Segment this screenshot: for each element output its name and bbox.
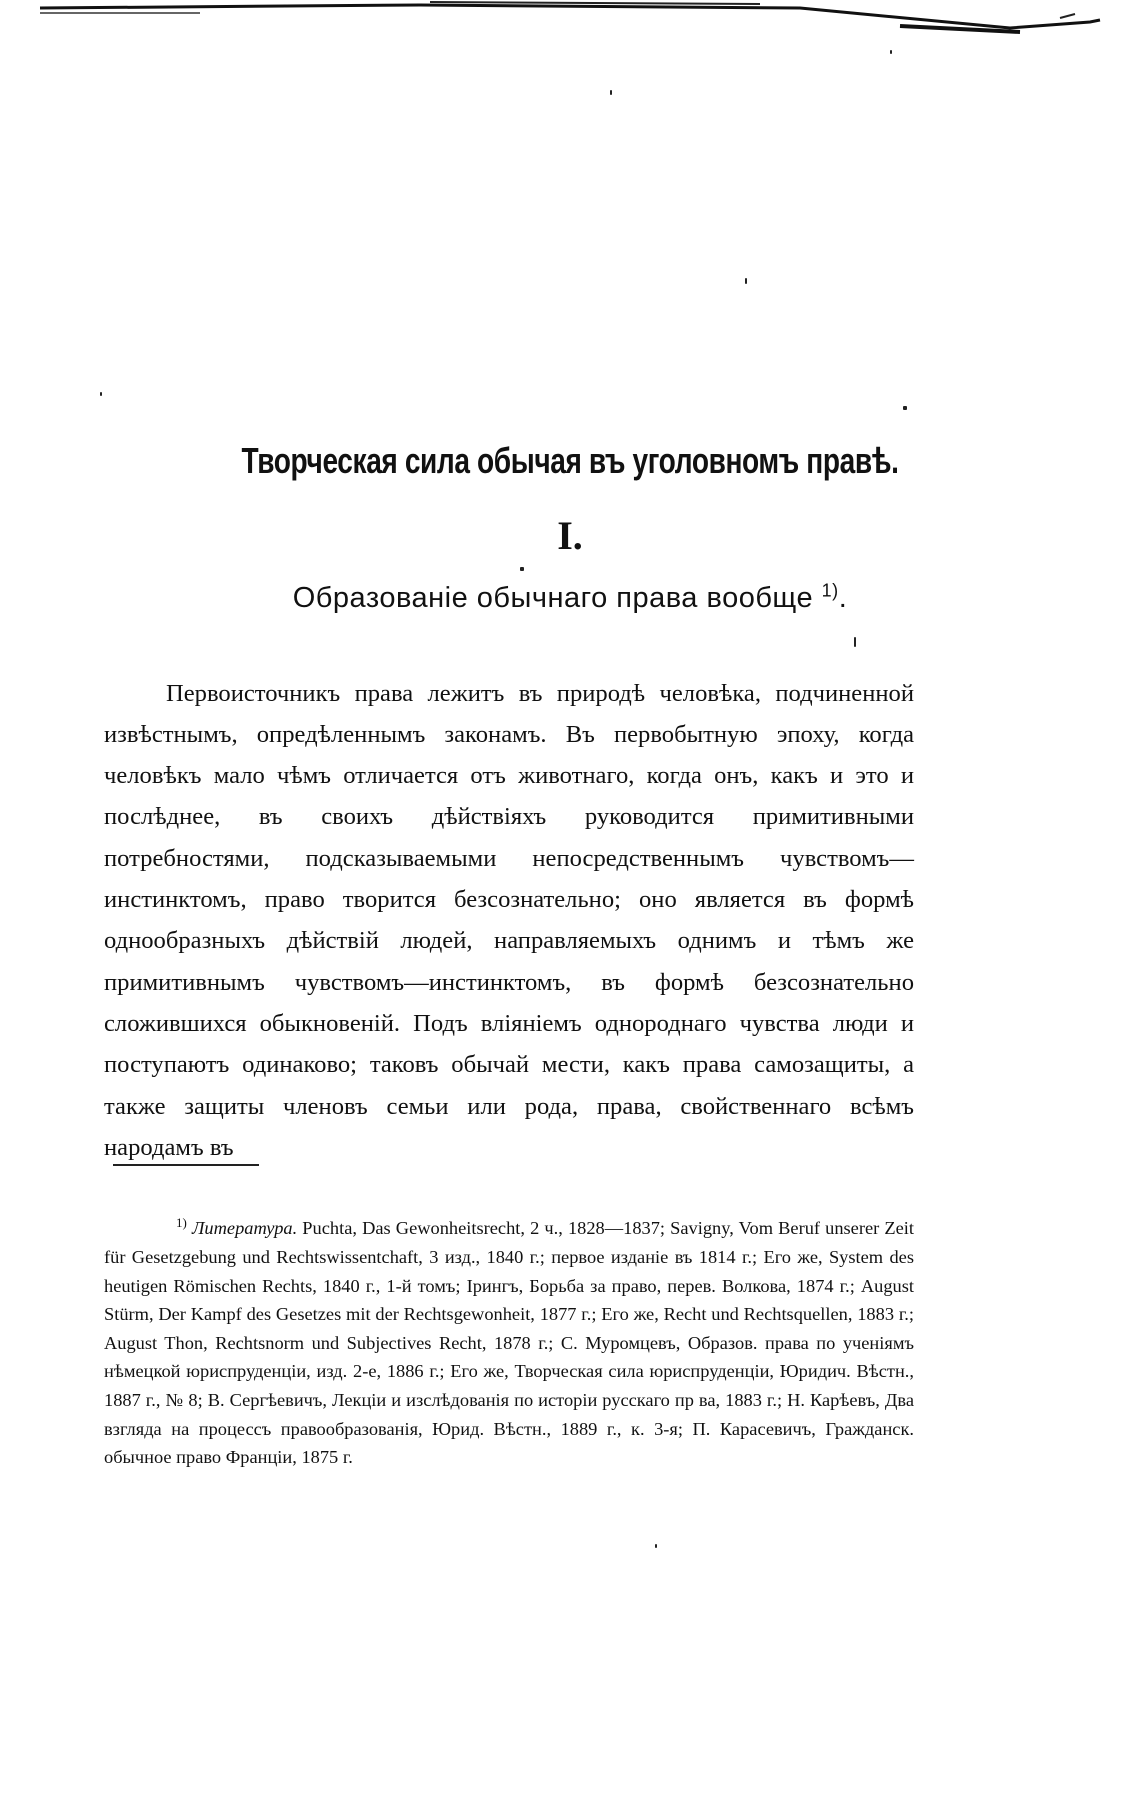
footnote-mark: 1) — [176, 1215, 187, 1231]
footnote-text: Puchta, Das Gewonheitsrecht, 2 ч., 1828—1837; Savigny, Vom Beruf unserer Zeit für Gesetzgebung und Rechtswissentchaft, 3 изд., 1840 г.; первое изданіе въ 1814 г.; Его же, System des heutigen Römischen Rechts, 1840 г., 1-й томъ; Ірингъ, Борьба за право, перев. Волкова, 1874 г.; August Stürm, Der Kampf des Gesetzes mit der Rechtsgewonheit, 1877 г.; Его же, Recht und Rechtsquellen, 1883 г.; August Thon, Rechtsnorm und Subjectives Recht, 1878 г.; С. Муромцевъ, Образов. права по ученіямъ нѣмецкой юриспруденціи, изд. 2-е, 1886 г.; Его же, Творческая сила юриспруденціи, Юридич. Вѣстн., 1887 г., № 8; В. Сергѣевичъ, Лекціи и изслѣдованія по исторіи русскаго пр ва, 1883 г.; Н. Карѣевъ, Два взгляда на процессъ правообразованія, Юрид. Вѣстн., 1889 г., к. 3-я; П. Карасевичъ, Гражданск. обычное право Франціи, 1875 г. — [104, 1218, 914, 1468]
chapter-number: I. — [557, 513, 583, 558]
footnote-label: Литература. — [191, 1218, 298, 1239]
footnote — [104, 1214, 914, 1471]
section-subtitle-text: Образованіе обычнаго права вообще — [292, 582, 814, 614]
section-subtitle — [0, 582, 1140, 615]
footnote-reference[interactable]: 1) — [821, 580, 839, 601]
chapter-title: Творческая сила обычая въ уголовномъ правѣ. — [241, 440, 899, 481]
section-subtitle-trail: . — [838, 582, 848, 614]
body-paragraph: Первоисточникъ права лежитъ въ природѣ человѣка, подчиненной извѣстнымъ, опредѣленнымъ законамъ. Въ первобытную эпоху, когда человѣкъ мало чѣмъ отличается отъ животнаго, когда онъ, какъ и это и послѣднее, въ своихъ дѣйствіяхъ руководится примитивными потребностями, подсказываемыми непосредственнымъ чувствомъ—инстинктомъ, право творится безсознательно; оно является въ формѣ однообразныхъ дѣйствій людей, направляемыхъ однимъ и тѣмъ же примитивнымъ чувствомъ—инстинктомъ, въ формѣ безсознательно сложившихся обыкновеній. Подъ вліяніемъ однороднаго чувства люди и поступаютъ одинаково; таковъ обычай мести, какъ права самозащиты, а также защиты членовъ семьи или рода, права, свойственнаго всѣмъ народамъ въ — [104, 679, 914, 1161]
footnote-divider — [113, 1164, 259, 1166]
